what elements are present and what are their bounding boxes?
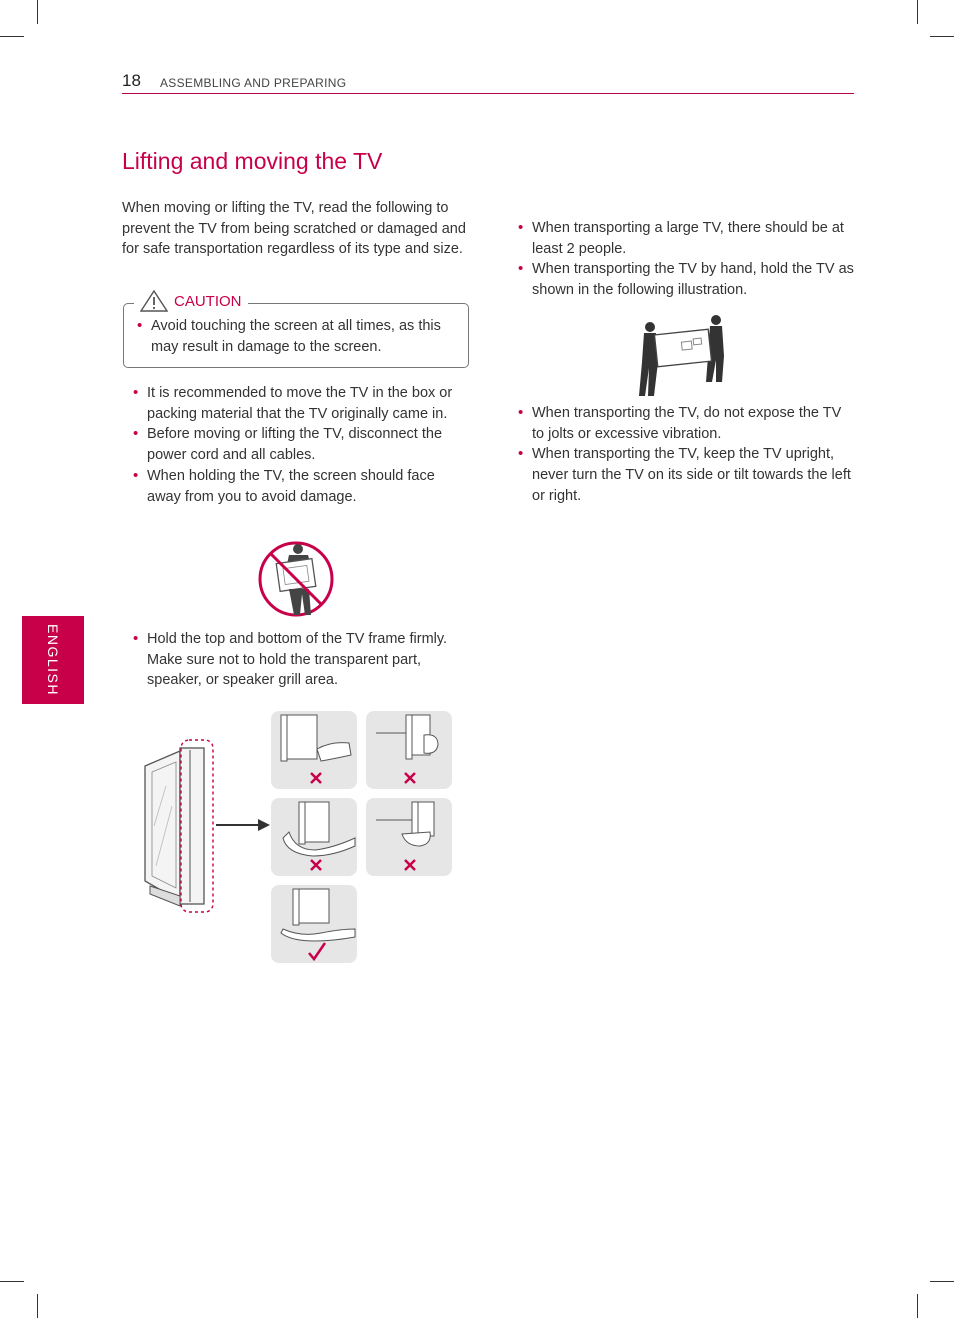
arrow-icon xyxy=(216,818,270,832)
bullet-list xyxy=(130,383,470,507)
caution-heading xyxy=(134,290,248,312)
grip-panel-wrong xyxy=(366,711,452,789)
crop-mark xyxy=(930,36,954,37)
section-header: ASSEMBLING AND PREPARING xyxy=(160,76,347,90)
list-item: • When holding the TV, the screen should face away from you to avoid damage. xyxy=(130,466,470,507)
bullet-list xyxy=(515,403,855,507)
list-item: • Avoid touching the screen at all times, as this may result in damage to the screen. xyxy=(134,316,454,357)
caution-label: CAUTION xyxy=(174,292,242,310)
caution-list xyxy=(134,316,454,357)
warning-icon xyxy=(140,290,168,312)
crop-mark xyxy=(0,1281,24,1282)
bullet-list xyxy=(515,218,855,301)
language-tab xyxy=(22,616,84,704)
no-screen-facing-illustration xyxy=(256,539,336,619)
list-item: • Before moving or lifting the TV, disconnect the power cord and all cables. xyxy=(130,424,470,465)
list-item: • When transporting the TV, keep the TV upright, never turn the TV on its side or tilt towards the left or right. xyxy=(515,444,855,506)
hand-grip-icon xyxy=(271,711,357,789)
header-rule xyxy=(122,93,854,94)
hand-grip-icon xyxy=(366,798,452,876)
page-number: 18 xyxy=(122,71,141,90)
grip-panel-wrong xyxy=(271,711,357,789)
list-item: • When transporting the TV by hand, hold the TV as shown in the following illustration. xyxy=(515,259,855,300)
grip-panel-wrong xyxy=(271,798,357,876)
language-tab-label: ENGLISH xyxy=(45,624,61,696)
two-people-carrying-tv-illustration xyxy=(638,312,726,396)
page-title: Lifting and moving the TV xyxy=(122,148,383,174)
crop-mark xyxy=(37,1294,38,1318)
bullet-list xyxy=(130,629,470,691)
list-item: • When transporting the TV, do not expose the TV to jolts or excessive vibration. xyxy=(515,403,855,444)
hand-grip-icon xyxy=(366,711,452,789)
tv-frame-illustration xyxy=(140,736,220,916)
crop-mark xyxy=(930,1281,954,1282)
crop-mark xyxy=(917,0,918,24)
intro-paragraph: When moving or lifting the TV, read the following to prevent the TV from being scratched or damaged and for safe transportation regardless of its type and size. xyxy=(122,200,466,258)
grip-panel-wrong xyxy=(366,798,452,876)
grip-panel-correct xyxy=(271,885,357,963)
list-item: • When transporting a large TV, there should be at least 2 people. xyxy=(515,218,855,259)
hand-grip-icon xyxy=(271,885,357,963)
list-item: • Hold the top and bottom of the TV frame firmly. Make sure not to hold the transparent part, speaker, or speaker grill area. xyxy=(130,629,470,691)
hand-grip-icon xyxy=(271,798,357,876)
list-item: • It is recommended to move the TV in the box or packing material that the TV originally came in. xyxy=(130,383,470,424)
crop-mark xyxy=(917,1294,918,1318)
crop-mark xyxy=(0,36,24,37)
crop-mark xyxy=(37,0,38,24)
